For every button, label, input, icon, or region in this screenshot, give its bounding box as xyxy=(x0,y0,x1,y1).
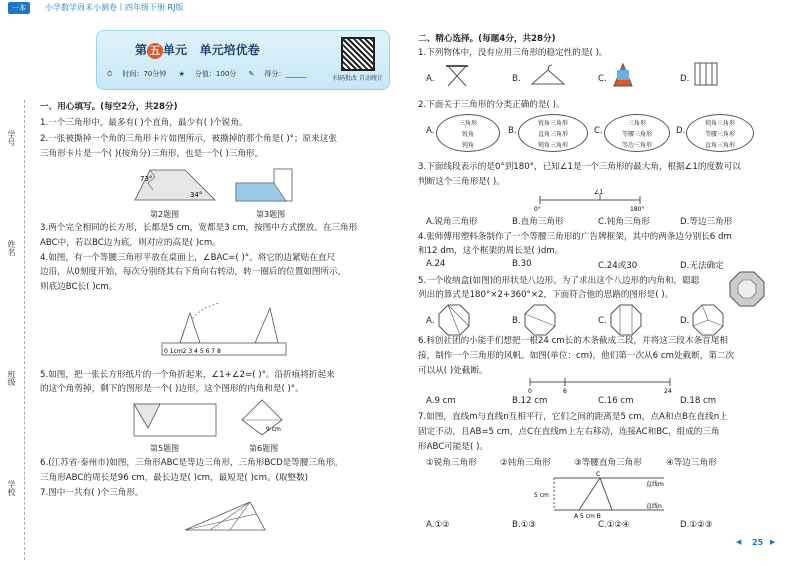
left-q6-line2: 三角形ABC的周长是96 cm，最长边是( )cm，最短是( )cm。(取整数) xyxy=(40,473,309,483)
q2-a-label-3: 钝角 xyxy=(461,142,474,149)
q7-ab-label: A 5 cm B xyxy=(574,513,601,518)
right-q7-line3: 形ABC可能是( )。 xyxy=(418,442,489,452)
page-number: 25 xyxy=(752,538,764,547)
q5-option-a[interactable]: A. xyxy=(426,316,435,326)
q2-b-label-1: 锐角三角形 xyxy=(537,120,568,127)
prev-page-icon[interactable]: ◀ xyxy=(736,538,742,546)
clock-icon: ⏱ xyxy=(107,70,113,78)
q2-option-c[interactable]: C. xyxy=(594,126,603,136)
unit-title xyxy=(135,41,260,59)
q7-line-n: 直线n xyxy=(646,503,662,510)
q7-point-c: C xyxy=(596,471,601,478)
q7-option-d[interactable]: D.①②③ xyxy=(680,520,713,530)
q7-kind-2: ②钝角三角形 xyxy=(500,458,551,468)
right-q6-line1: 6.科创社团的小能手们想把一根24 cm长的木条截成三段，并将这三段木条首尾相 xyxy=(418,336,728,346)
left-q3-line2: ABC中，若以BC边为底，则对应的高是( )cm。 xyxy=(40,238,221,248)
right-q3-line2: 判断这个三角形是( )。 xyxy=(418,177,505,187)
q2-b-label-2: 直角三角形 xyxy=(537,131,568,138)
fig3-rectangles xyxy=(232,165,302,205)
q6-option-d[interactable]: D.18 cm xyxy=(680,396,717,406)
q5-octagon-a xyxy=(438,304,470,336)
fig3-caption: 第3题图 xyxy=(256,210,286,219)
meta-row xyxy=(107,69,316,79)
next-page-icon[interactable]: ▶ xyxy=(770,538,776,546)
right-q2: 2.下面关于三角形的分类正确的是( )。 xyxy=(418,100,565,110)
time-limit: 时间：70分钟 xyxy=(122,70,167,78)
fig2-caption: 第2题图 xyxy=(150,210,180,219)
q2-c-label-1: 三角形 xyxy=(627,120,646,127)
q2-option-b[interactable]: B. xyxy=(508,126,517,136)
q3-axis-angle: ∠1 xyxy=(594,189,604,196)
q4-option-c[interactable]: C.24或30 xyxy=(598,261,638,271)
q7-option-a[interactable]: A.①② xyxy=(426,520,450,530)
right-q6-line3: 可以从( )处截断。 xyxy=(418,366,488,376)
hanger-icon xyxy=(528,62,568,88)
right-q4-line1: 4.张师傅用塑料条制作了一个等腰三角形的广告牌框架，其中的两条边分别长6 dm xyxy=(418,232,732,242)
left-q1: 1.一个三角形中，最多有( )个直角，最少有( )个锐角。 xyxy=(40,118,248,128)
fig6-rhombus xyxy=(232,395,292,440)
q2-a-label-1: 三角形 xyxy=(458,120,477,127)
octagon-box-icon xyxy=(728,270,766,308)
q5-option-b[interactable]: B. xyxy=(512,316,521,326)
left-q4-line3: 则底边BC长( )cm。 xyxy=(40,282,118,292)
q3-axis-0: 0° xyxy=(534,206,541,212)
right-q7-line2: 固定不动，且AB=5 cm，点C在直线m上左右移动，连接AC和BC，组成的三角 xyxy=(418,427,720,437)
q2-c-label-3: 等边三角形 xyxy=(621,142,652,149)
q1-option-a[interactable]: A. xyxy=(426,74,435,84)
unit-header xyxy=(96,30,390,90)
top-bar xyxy=(0,0,800,14)
q3-option-d[interactable]: D.等边三角形 xyxy=(680,217,733,227)
q5-octagon-d xyxy=(692,304,724,336)
gate-icon xyxy=(692,60,720,88)
q4-option-b[interactable]: B.30 xyxy=(512,259,532,269)
unit-number: 五 xyxy=(147,43,163,59)
q2-c-label-2: 等腰三角形 xyxy=(621,131,652,138)
q6-axis-0: 0 xyxy=(528,388,532,394)
left-q2-line2: 三角形卡片是一个( )(按角分)三角形，也是一个( )三角形。 xyxy=(40,149,264,159)
q1-option-c[interactable]: C. xyxy=(598,74,607,84)
fig7-triangles xyxy=(180,498,270,534)
fig6-length: 9 cm xyxy=(266,426,281,433)
q2-oval-a xyxy=(436,114,500,152)
paper-title: 单元培优卷 xyxy=(199,43,260,57)
right-q4-line2: 和12 dm，这个框架的周长是( )dm。 xyxy=(418,246,564,256)
right-q5-line1: 5.一个收纳盒(如图)的形状是八边形。为了求出这个八边形的内角和，聪聪 xyxy=(418,276,700,286)
q7-kind-4: ④等边三角形 xyxy=(666,458,717,468)
qr-code[interactable] xyxy=(341,37,375,71)
side-label-class: 班级 xyxy=(7,370,16,386)
q6-option-b[interactable]: B.12 cm xyxy=(512,396,548,406)
q5-octagon-b xyxy=(524,304,556,336)
q7-option-c[interactable]: C.①②④ xyxy=(598,520,630,530)
q3-option-c[interactable]: C.钝角三角形 xyxy=(598,217,650,227)
fig6-caption: 第6题图 xyxy=(249,444,279,453)
side-label-id: 学号 xyxy=(7,130,16,146)
fig4-ruler-scale: 0 1cm2 3 4 5 6 7 8 xyxy=(164,348,221,355)
right-q6-line2: 接，制作一个三角形的风帆。如图(单位：cm)，他们第一次从6 cm处截断，第二次 xyxy=(418,351,735,361)
left-q2-line1: 2.一张被撕掉一个角的三角形卡片如图所示，被撕掉的那个角是( )°；原来这张 xyxy=(40,134,337,144)
left-q4-line2: 边沿，从0刻度开始，每次分别绕其右下角向右转动，转一圈后的位置如图所示， xyxy=(40,267,347,277)
q2-option-d[interactable]: D. xyxy=(676,126,686,136)
unit-suffix: 单元 xyxy=(163,43,188,57)
fig5-caption: 第5题图 xyxy=(150,444,180,453)
score-field: 得分：______ xyxy=(264,70,307,78)
q7-height-label: 5 cm xyxy=(534,492,549,499)
side-label-name: 姓名 xyxy=(7,240,16,256)
right-q5-line2: 列出的算式是180°×2+360°×2，下面符合他的思路的图形是( )。 xyxy=(418,290,674,300)
q3-option-a[interactable]: A.锐角三角形 xyxy=(426,217,478,227)
book-title: 小学数学周末小测卷丨四年级下册 RJ版 xyxy=(45,3,184,12)
q6-axis-24: 24 xyxy=(664,388,672,394)
q2-oval-d xyxy=(686,114,754,152)
q5-octagon-c xyxy=(610,304,642,336)
q2-d-label-2: 等腰三角形 xyxy=(704,131,735,138)
brand-logo: 一本 xyxy=(8,2,30,14)
q2-option-a[interactable]: A. xyxy=(426,126,435,136)
left-q5-line2: 的这个角剪掉，剩下的图形是一个( )边形，这个图形的内角和是( )°。 xyxy=(40,384,304,394)
section-2-title: 二、精心选择。(每题4分，共28分) xyxy=(418,34,556,44)
q2-b-label-3: 钝角三角形 xyxy=(537,142,568,149)
right-q3-line1: 3.下面线段表示的是0°到180°，已知∠1是一个三角形的最大角，根据∠1的度数可以 xyxy=(418,162,741,172)
q7-kind-3: ③等腰直角三角形 xyxy=(574,458,642,468)
left-q7: 7.图中一共有( )个三角形。 xyxy=(40,488,144,498)
q3-axis-180: 180° xyxy=(630,206,645,212)
q7-kind-1: ①锐角三角形 xyxy=(426,458,477,468)
q6-axis-6: 6 xyxy=(563,388,567,394)
fig2-angle-34: 34° xyxy=(190,191,203,199)
q6-length-axis xyxy=(520,372,680,394)
q2-oval-b xyxy=(518,114,588,152)
q4-option-a[interactable]: A.24 xyxy=(426,259,446,269)
q7-option-b[interactable]: B.①③ xyxy=(512,520,537,530)
easel-icon xyxy=(610,60,636,88)
left-q3-line1: 3.两个完全相同的长方形，长都是5 cm，宽都是3 cm，按图中方式摆放。在三角形 xyxy=(40,223,358,233)
q4-option-d[interactable]: D.无法确定 xyxy=(680,261,724,271)
q2-d-label-1: 钝角三角形 xyxy=(704,120,735,127)
left-q4-line1: 4.如图，有一个等腰三角形平放在桌面上，∠BAC=( )°。将它的边紧贴在直尺 xyxy=(40,253,336,263)
fig2-angle-73: 73° xyxy=(140,175,153,183)
q5-option-c[interactable]: C. xyxy=(598,316,607,326)
right-q1: 1.下列物体中，没有应用三角形的稳定性的是( )。 xyxy=(418,48,608,58)
q3-angle-axis xyxy=(530,188,650,212)
star-icon: ★ xyxy=(178,70,185,78)
fig5-folded-paper xyxy=(130,400,220,440)
section-1-title: 一、用心填写。(每空2分，共28分) xyxy=(40,102,178,112)
unit-prefix: 第 xyxy=(135,43,148,57)
q5-option-d[interactable]: D. xyxy=(680,316,690,326)
folding-stool-icon xyxy=(444,62,470,88)
left-q5-line1: 5.如图，把一张长方形纸片的一个角折起来，∠1+∠2=( )°。沿折痕将折起来 xyxy=(40,370,335,380)
q1-option-b[interactable]: B. xyxy=(512,74,521,84)
q7-line-m: 直线m xyxy=(646,481,664,488)
pen-icon: ✎ xyxy=(248,70,255,78)
q6-option-a[interactable]: A.9 cm xyxy=(426,396,456,406)
q3-option-b[interactable]: B.直角三角形 xyxy=(512,217,564,227)
q2-d-label-3: 直角三角形 xyxy=(704,142,735,149)
q7-parallel-lines-figure xyxy=(534,468,684,518)
left-q6-line1: 6.(江苏省·泰州市)如图，三角形ABC是等边三角形，三角形BCD是等腰三角形。 xyxy=(40,458,343,468)
side-label-school: 学校 xyxy=(7,480,16,496)
total-score: 分值：100分 xyxy=(194,70,237,78)
fig4-ruler-triangle xyxy=(160,298,290,360)
q2-a-label-2: 锐角 xyxy=(461,131,474,138)
binding-line xyxy=(24,100,25,560)
right-q7-line1: 7.如图，直线m与直线n互相平行，它们之间的距离是5 cm，点A和点B在直线n上 xyxy=(418,412,728,422)
q6-option-c[interactable]: C.16 cm xyxy=(598,396,634,406)
fig2-torn-triangle xyxy=(130,165,220,205)
qr-caption: 扫码批改 自动统计 xyxy=(333,75,383,82)
q2-oval-c xyxy=(604,114,670,152)
q1-option-d[interactable]: D. xyxy=(680,74,690,84)
